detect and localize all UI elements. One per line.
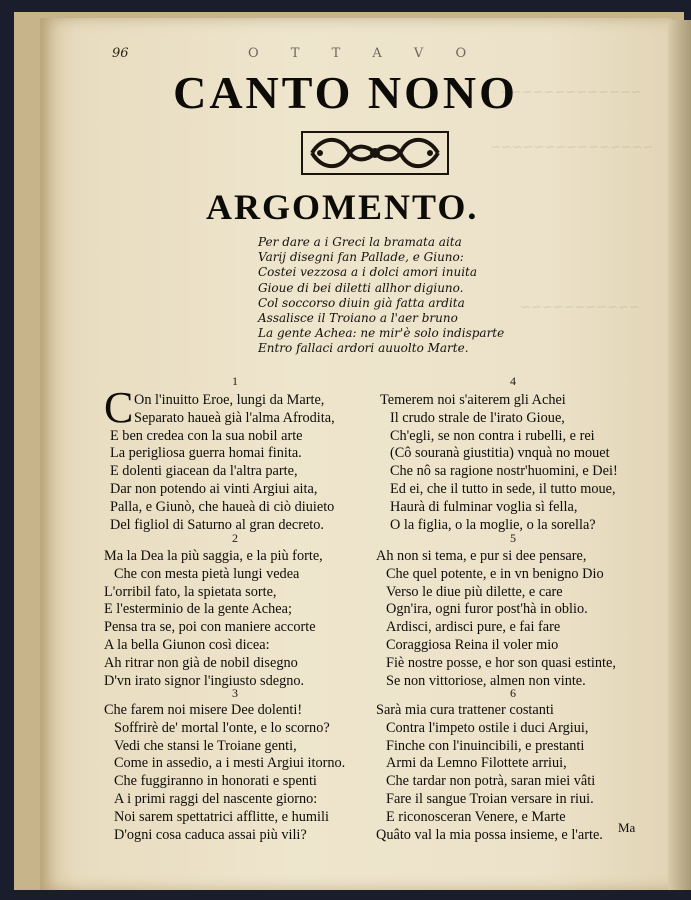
verse-line: Ma la Dea la più saggia, e la più forte,	[104, 548, 323, 564]
verse-line: D'vn irato signor l'ingiusto sdegno.	[104, 672, 305, 689]
argomento-block	[258, 235, 558, 357]
argomento-line: La gente Achea: ne mir'è solo indisparte	[258, 326, 505, 341]
stanza	[104, 702, 379, 844]
verse-line: Che tardar non potrà, saran miei vâti	[386, 773, 596, 790]
verse-line: Ed ei, che il tutto in sede, il tutto moue,	[390, 480, 616, 497]
verse-line: Dar non potendo ai vinti Argiui aita,	[110, 480, 318, 497]
verse-line: E riconosceran Venere, e Marte	[386, 808, 566, 825]
verse-line: Ch'egli, se non contra i rubelli, e rei	[390, 427, 595, 444]
verse-line: Ah non si tema, e pur si dee pensare,	[376, 548, 587, 564]
argomento-line: Col soccorso diuin già fatta ardita	[258, 295, 465, 310]
verse-line: Fare il sangue Troian versare in riui.	[386, 790, 594, 807]
verse-line: Che quel potente, e in vn benigno Dio	[386, 565, 604, 582]
page-edge	[668, 20, 691, 890]
verse-line: E l'esterminio de la gente Achea;	[104, 601, 292, 618]
running-head: O T T A V O	[248, 46, 481, 61]
argomento-line: Assalisce il Troiano a l'aer bruno	[258, 311, 458, 326]
verse-line: A i primi raggi del nascente giorno:	[114, 790, 318, 807]
verse-line: E dolenti giacean da l'altra parte,	[110, 463, 298, 480]
verse-line: (Cô souranà giustitia) vnquà no mouet	[390, 445, 610, 462]
printer-ornament	[300, 128, 450, 178]
argomento-line: Varij disegni fan Pallade, e Giuno:	[258, 250, 464, 265]
stanza-number: 2	[232, 531, 238, 545]
verse-line: Se non vittoriose, almen non vinte.	[386, 672, 586, 689]
verse-line: A la bella Giunon così dicea:	[104, 636, 270, 653]
verse-line: Palla, e Giunò, che haueà di ciò diuieto	[110, 498, 335, 515]
verse-line: Ogn'ira, ogni furor post'hà in oblio.	[386, 601, 588, 618]
argomento-line: Costei vezzosa a i dolci amori inuita	[258, 265, 478, 280]
verse-line: Il crudo strale de l'irato Gioue,	[390, 409, 565, 426]
verse-line: O la figlia, o la moglie, o la sorella?	[390, 516, 596, 533]
verse-line: Che farem noi misere Dee dolenti!	[104, 702, 303, 718]
verse-line: Fiè nostre posse, e hor son quasi estinte,	[386, 654, 616, 671]
verse-line: Vedi che stansi le Troiane genti,	[114, 737, 297, 754]
drop-cap: C	[104, 383, 134, 432]
verse-line: D'ogni cosa caduca assai più vili?	[114, 826, 307, 843]
verse-line: Finche con l'inuincibili, e prestanti	[386, 737, 585, 754]
verse-line: On l'inuitto Eroe, lungi da Marte,	[134, 392, 325, 408]
verse-line: L'orribil fato, la spietata sorte,	[104, 583, 277, 600]
verse-line: Pensa tra se, poi con maniere accorte	[104, 619, 316, 636]
verse-line: Armi da Lemno Filottete arriui,	[386, 755, 567, 772]
verse-line: Che con mesta pietà lungi vedea	[114, 565, 300, 582]
verse-line: Haurà di fulminar voglia sì fella,	[390, 498, 578, 515]
page-number: 96	[112, 46, 129, 61]
argomento-line: Per dare a i Greci la bramata aita	[258, 235, 462, 249]
stanza-number: 1	[232, 374, 238, 388]
show-through: ~~~~~~~~~~~~~	[500, 85, 642, 100]
stanza	[110, 392, 385, 534]
verse-line: Che nô sa ragione nostr'huomini, e Dei!	[390, 463, 618, 480]
verse-line: Temerem noi s'aiterem gli Achei	[380, 392, 566, 408]
argomento-line: Gioue di bei diletti allhor digiuno.	[258, 280, 464, 295]
verse-line: Separato haueà già l'alma Afrodita,	[134, 409, 335, 426]
stanza	[104, 548, 379, 690]
stanza-number: 4	[510, 374, 516, 388]
verse-line: Ah ritrar non già de nobil disegno	[104, 654, 298, 671]
stanza-number: 3	[232, 686, 238, 700]
verse-line: Contra l'impeto ostile i duci Argiui,	[386, 719, 589, 736]
verse-line: Ardisci, ardisci pure, e fai fare	[386, 619, 561, 636]
verse-line: Come in assedio, a i mesti Argiui itorno.	[114, 755, 346, 772]
verse-line: E ben credea con la sua nobil arte	[110, 427, 303, 444]
stanza	[380, 392, 655, 534]
catchword: Ma	[618, 820, 636, 835]
verse-line: Quâto val la mia possa insieme, e l'arte.	[376, 826, 603, 843]
show-through: ~~~~~~~~~~~~~~~	[490, 140, 654, 155]
stanza	[376, 548, 651, 690]
argomento-line: Entro fallaci ardori auuolto Marte.	[258, 341, 469, 356]
canto-title: CANTO NONO	[173, 67, 518, 118]
stanza-number: 5	[510, 531, 516, 545]
verse-line: Che fuggiranno in honorati e spenti	[114, 773, 317, 790]
stanza-number: 6	[510, 686, 516, 700]
argomento-heading: ARGOMENTO.	[206, 187, 479, 227]
stanza	[376, 702, 651, 844]
verse-line: Del figliol di Saturno al gran decreto.	[110, 516, 324, 533]
verse-line: Soffrirè de' mortal l'onte, e lo scorno?	[114, 719, 330, 736]
verse-line: Coraggiosa Reina il voler mio	[386, 636, 559, 653]
show-through: ~~~~~~~~~~~	[520, 300, 640, 315]
verse-line: Sarà mia cura trattener costanti	[376, 702, 554, 718]
verse-line: Verso le diue più dilette, e care	[386, 583, 563, 600]
verse-line: La perigliosa guerra homai finita.	[110, 445, 302, 462]
verse-line: Noi sarem spettatrici afflitte, e humili	[114, 808, 329, 825]
